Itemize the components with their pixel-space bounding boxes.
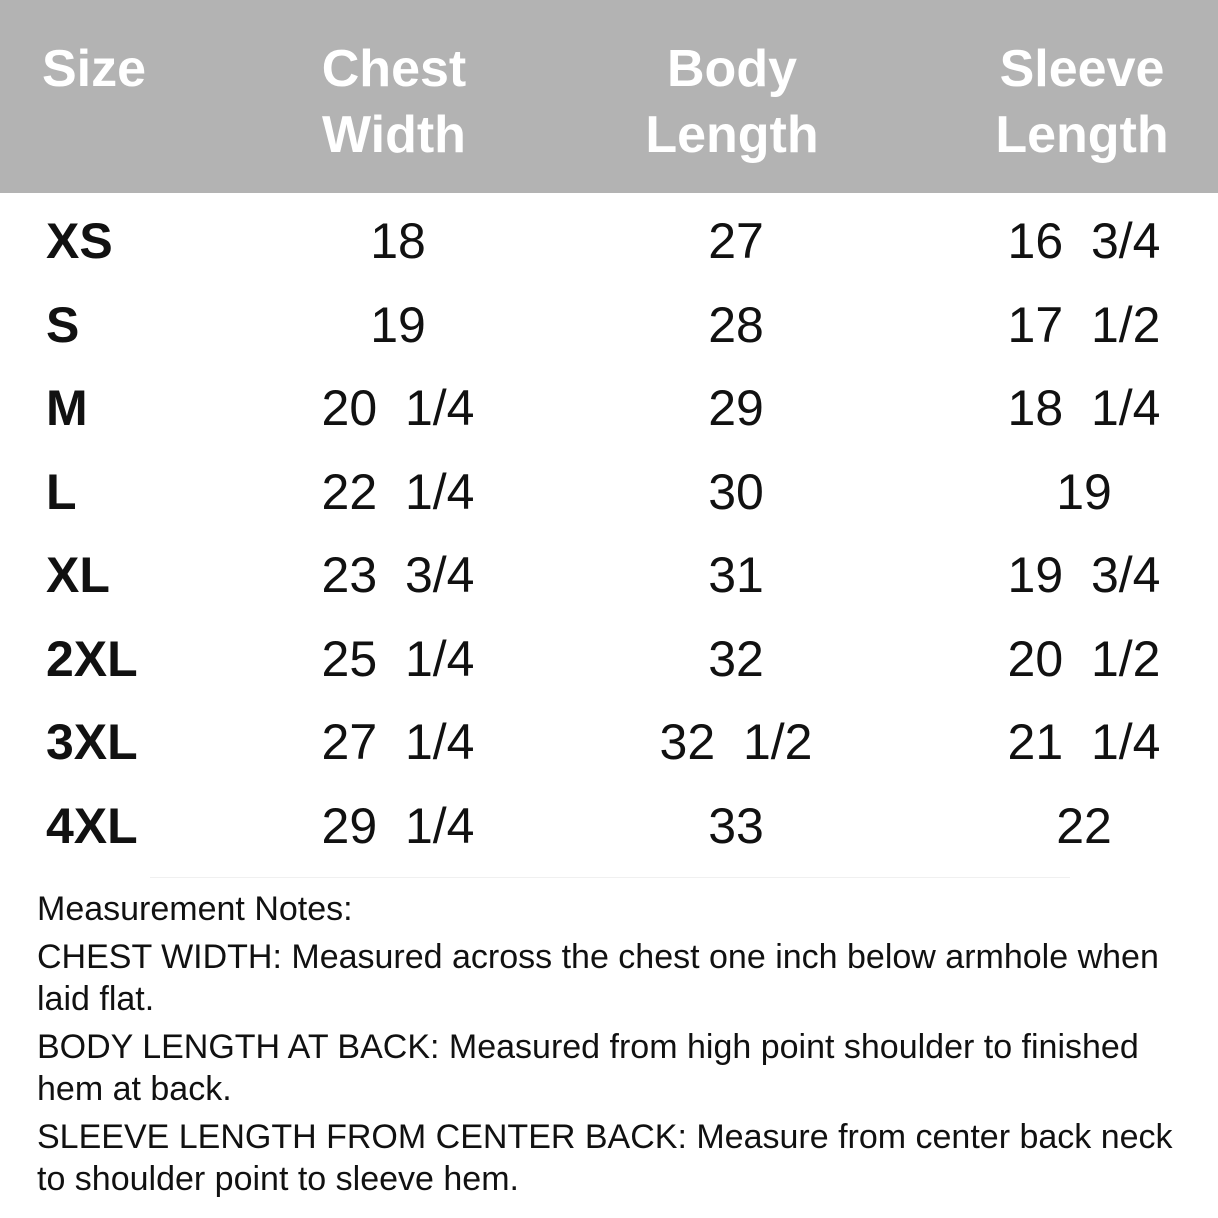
size-table-body bbox=[0, 200, 1218, 868]
chest-cell: 20 1/4 bbox=[321, 380, 475, 436]
body-cell: 28 bbox=[708, 296, 764, 353]
table-header bbox=[0, 0, 1218, 193]
sleeve-cell: 19 bbox=[1056, 463, 1112, 520]
table-row bbox=[0, 701, 1218, 785]
sleeve-cell: 19 3/4 bbox=[1007, 547, 1161, 603]
sleeve-cell: 21 1/4 bbox=[1007, 714, 1161, 770]
size-cell: L bbox=[46, 463, 77, 520]
body-cell: 33 bbox=[708, 797, 764, 854]
chest-cell: 22 1/4 bbox=[321, 463, 475, 520]
sleeve-cell: 18 1/4 bbox=[1007, 380, 1161, 436]
size-cell: XL bbox=[46, 547, 110, 603]
chest-cell: 29 1/4 bbox=[321, 797, 475, 854]
sleeve-cell: 16 3/4 bbox=[1007, 213, 1161, 269]
table-divider bbox=[150, 877, 1070, 878]
body-cell: 29 bbox=[708, 380, 764, 436]
note-sleeve-length: SLEEVE LENGTH FROM CENTER BACK: Measure from center back neck to shoulder point to sleeve hem. bbox=[37, 1118, 1173, 1198]
notes-title: Measurement Notes: bbox=[37, 890, 353, 928]
size-cell: 2XL bbox=[46, 630, 138, 687]
note-body-length: BODY LENGTH AT BACK: Measured from high point shoulder to finished hem at back. bbox=[37, 1028, 1139, 1108]
size-cell: S bbox=[46, 296, 80, 353]
sleeve-cell: 17 1/2 bbox=[1007, 296, 1161, 353]
size-cell: XS bbox=[46, 213, 113, 269]
header-sleeve-length: Sleeve Length bbox=[995, 40, 1169, 164]
body-cell: 31 bbox=[708, 547, 764, 603]
table-row bbox=[0, 284, 1218, 368]
header-body-length: Body Length bbox=[645, 40, 819, 164]
note-chest-width: CHEST WIDTH: Measured across the chest one inch below armhole when laid flat. bbox=[37, 938, 1159, 1018]
sleeve-cell: 20 1/2 bbox=[1007, 630, 1161, 687]
chest-cell: 25 1/4 bbox=[321, 630, 475, 687]
chest-cell: 18 bbox=[370, 213, 426, 269]
header-size: Size bbox=[42, 40, 147, 98]
chest-cell: 23 3/4 bbox=[321, 547, 475, 603]
table-row bbox=[0, 618, 1218, 702]
body-cell: 32 1/2 bbox=[659, 714, 813, 770]
table-row bbox=[0, 785, 1218, 869]
size-cell: 3XL bbox=[46, 714, 138, 770]
table-row bbox=[0, 200, 1218, 284]
header-chest-width: Chest Width bbox=[321, 40, 467, 164]
table-row bbox=[0, 451, 1218, 535]
sleeve-cell: 22 bbox=[1056, 797, 1112, 854]
chest-cell: 19 bbox=[370, 296, 426, 353]
size-cell: M bbox=[46, 380, 88, 436]
size-cell: 4XL bbox=[46, 797, 138, 854]
measurement-notes bbox=[37, 888, 1187, 1206]
body-cell: 27 bbox=[708, 213, 764, 269]
table-row bbox=[0, 534, 1218, 618]
body-cell: 30 bbox=[708, 463, 764, 520]
chest-cell: 27 1/4 bbox=[321, 714, 475, 770]
table-row bbox=[0, 367, 1218, 451]
body-cell: 32 bbox=[708, 630, 764, 687]
